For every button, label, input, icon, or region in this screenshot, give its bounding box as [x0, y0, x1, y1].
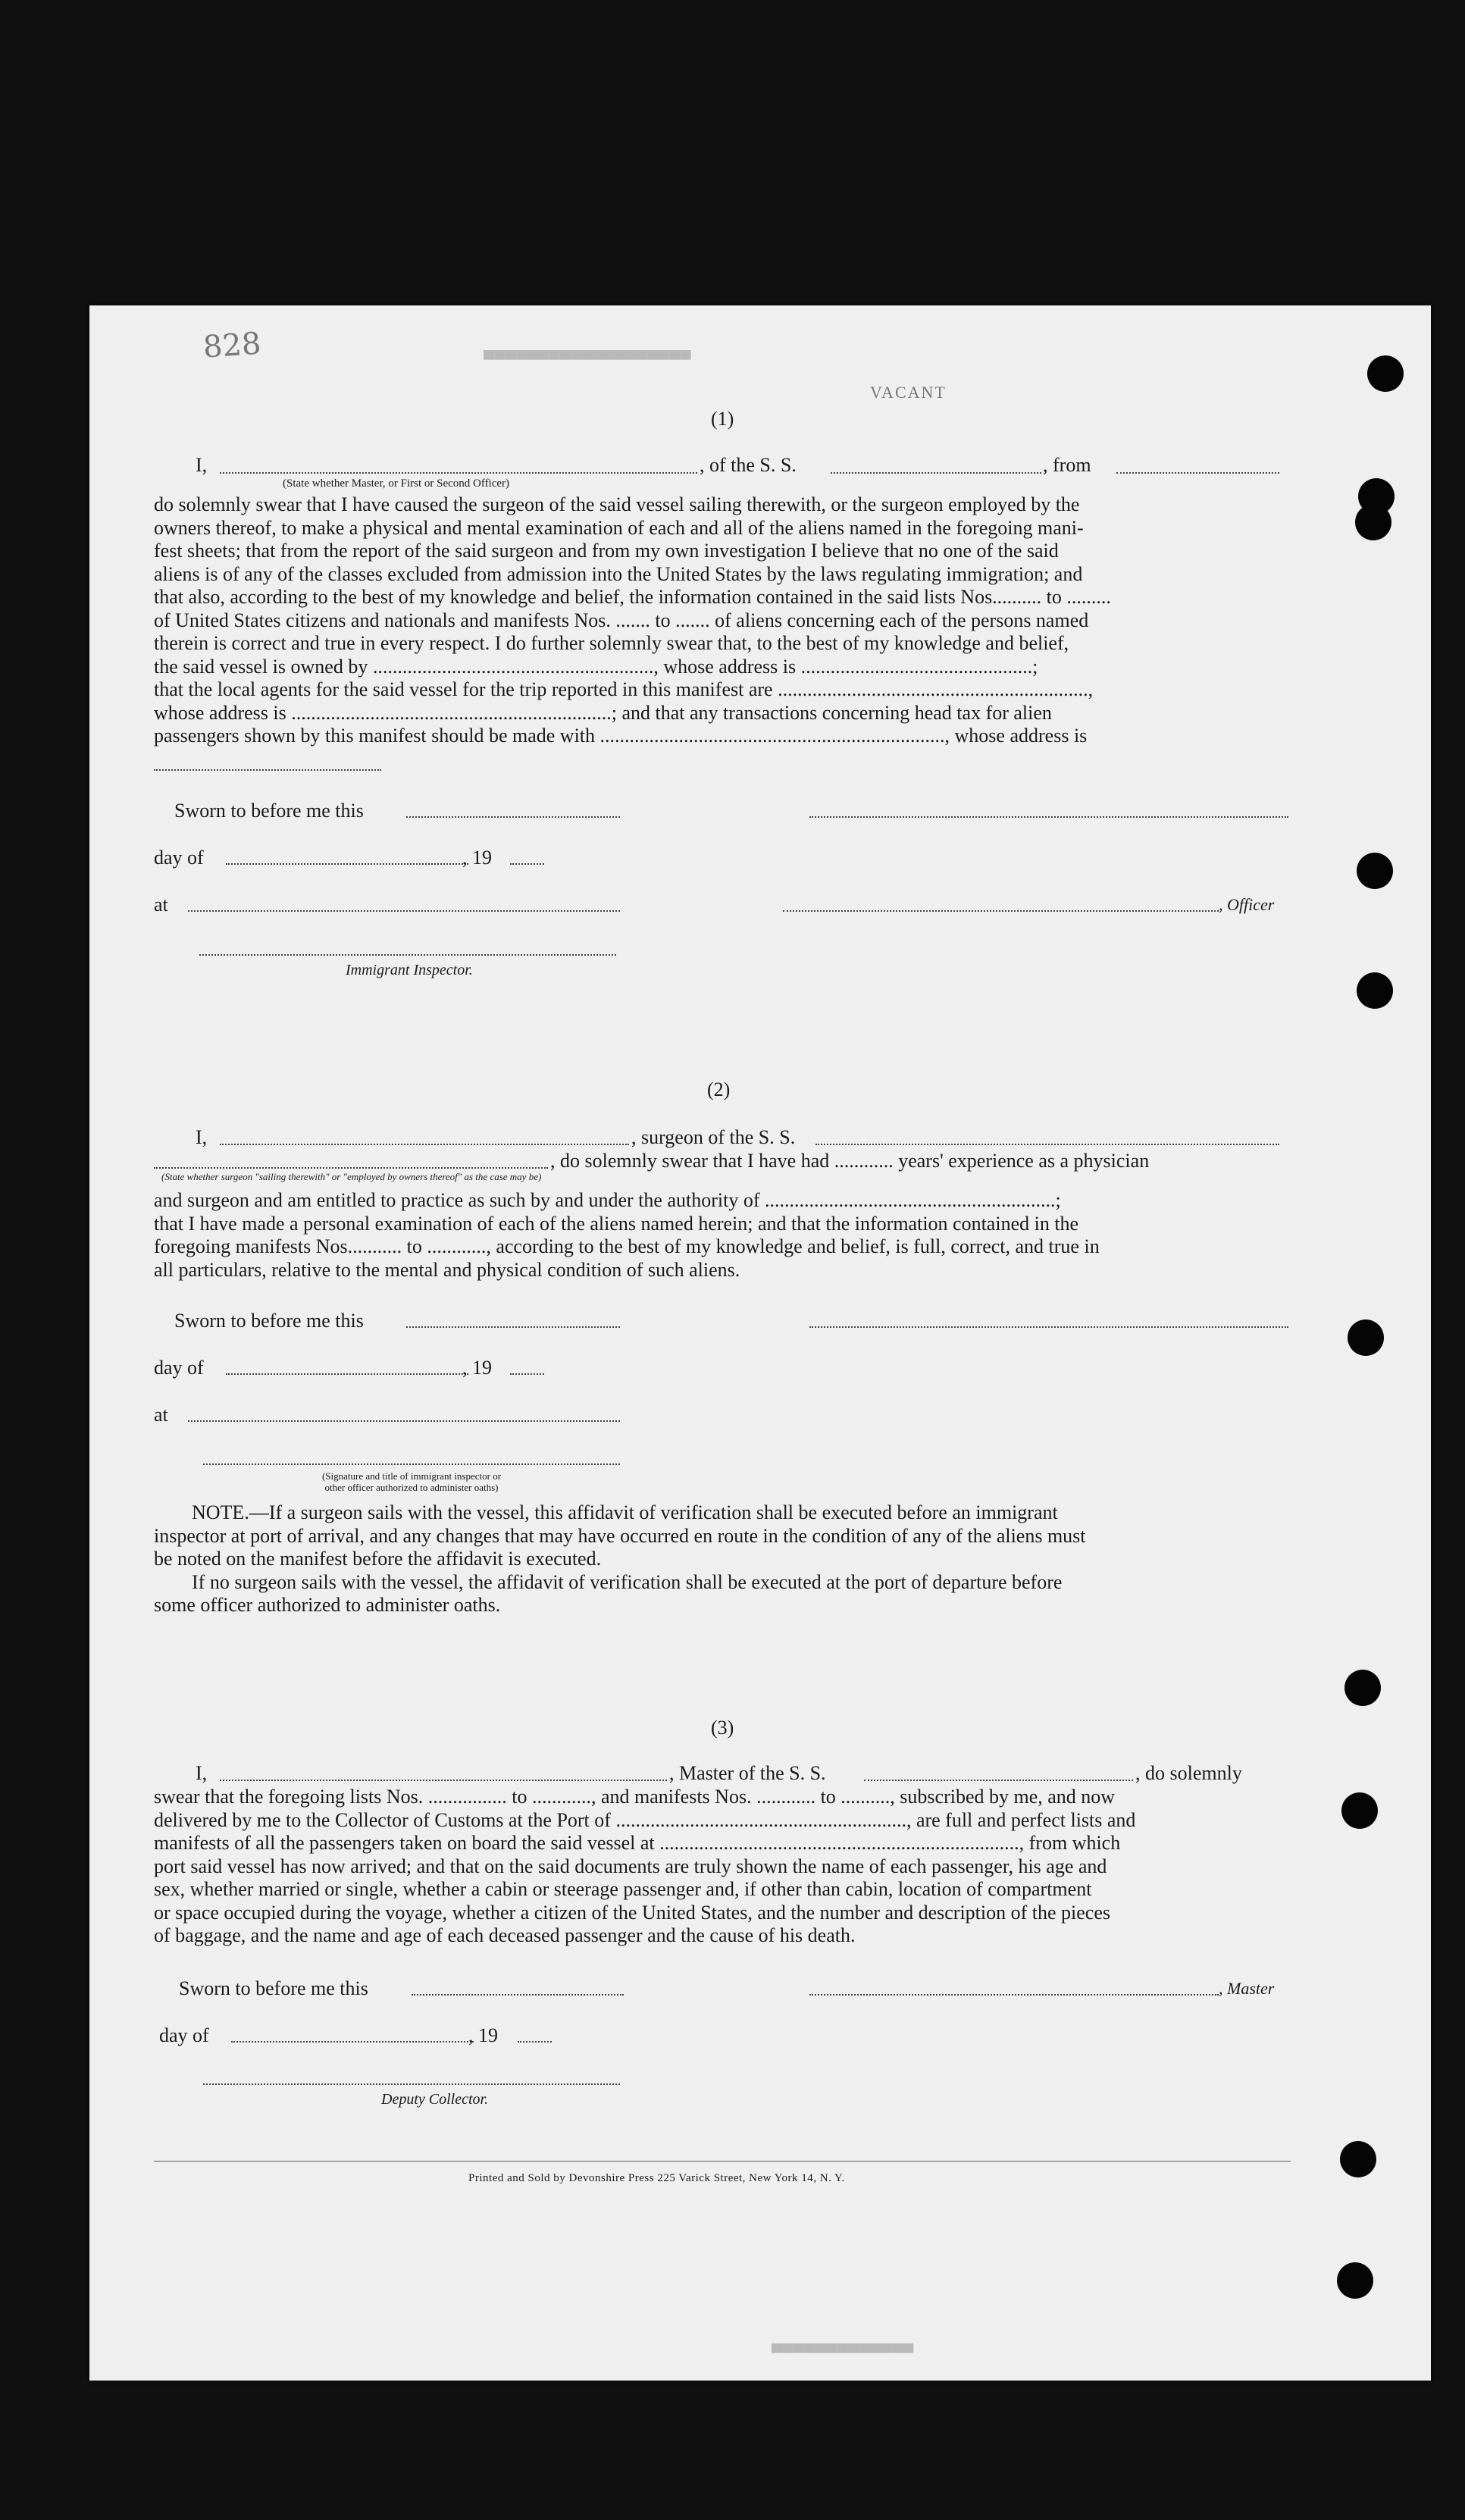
year-label-1: , 19 [462, 847, 492, 869]
day-of-label-2: day of [154, 1357, 204, 1379]
deputy-signature-line[interactable] [203, 2083, 620, 2085]
year-field-2[interactable] [510, 1373, 544, 1375]
section-2-paragraph: and surgeon and am entitled to practice as such by and under the authority of ...........................................................; that I have made a personal examination of each of the aliens named herein; and that the information contained in the foregoing manifests Nos........... to ............, according to the best of my knowledge and belief, is full, correct, and true in all particulars, relative to the mental and physical condition of such aliens. [154, 1189, 1100, 1281]
surgeon-name-field[interactable] [220, 1144, 629, 1145]
day-of-label-3: day of [159, 2024, 209, 2046]
section-2-i: I, [196, 1126, 208, 1148]
surgeon-vessel-field[interactable] [815, 1144, 1279, 1145]
deputy-collector-label: Deputy Collector. [381, 2091, 489, 2108]
sworn-label-3: Sworn to before me this [179, 1977, 368, 1999]
surgeon-type-field[interactable] [154, 1167, 548, 1169]
punch-hole [1357, 853, 1393, 889]
master-vessel-field[interactable] [864, 1780, 1133, 1781]
punch-hole [1340, 2141, 1376, 2177]
master-signature-line[interactable] [809, 1994, 1219, 1996]
state-caption: (State whether Master, or First or Second Officer) [283, 477, 510, 490]
section-1-number: (1) [711, 408, 734, 430]
punch-hole [1357, 972, 1393, 1009]
section-1-paragraph: do solemnly swear that I have caused the surgeon of the said vessel sailing therewith, or the surgeon employed by the owners thereof, to make a physical and mental examination of each and all of the aliens named in the foregoing mani- fest sheets; that from the report of the said surgeon and from my own investigation I believe that no one of the said aliens is of any of the classes excluded from admission into the United States by the laws regulating immigration; and that also, according to the best of my knowledge and belief, the information contained in the said lists Nos.......... to ......... of United States citizens and nationals and manifests Nos. ....... to ....... of aliens concerning each of the persons named therein is correct and true in every respect. I do further solemnly swear that, to the best of my knowledge and belief, the said vessel is owned by ........................................................., whose address is ...............................................; that the local agents for the said vessel for the trip reported in this manifest are ..............................................................., whose address is .................................................................; and that any transactions concerning head tax for alien passengers shown by this manifest should be made with ......................................................................, whose address is [154, 493, 1111, 747]
punch-hole [1341, 1792, 1378, 1829]
from-label: , from [1043, 454, 1091, 476]
punch-hole [1348, 1319, 1384, 1356]
punch-hole [1355, 504, 1391, 540]
section-1-i: I, [196, 454, 208, 476]
authority-signature-line[interactable] [203, 1463, 620, 1465]
printer-credit: Printed and Sold by Devonshire Press 225 Varick Street, New York 14, N. Y. [468, 2172, 845, 2184]
punch-hole [1367, 355, 1404, 392]
footer-rule [154, 2161, 1291, 2162]
vessel-name-field[interactable] [831, 472, 1041, 474]
day-of-field-3[interactable] [231, 2041, 474, 2043]
day-of-label-1: day of [154, 847, 204, 869]
vacant-label: VACANT [870, 383, 947, 402]
sworn-date-field-1[interactable] [406, 816, 620, 818]
punch-hole [1344, 1670, 1381, 1706]
inspector-signature-line[interactable] [199, 954, 616, 956]
sworn-label-2: Sworn to before me this [174, 1310, 364, 1332]
immigrant-inspector-label: Immigrant Inspector. [346, 962, 473, 978]
at-field-2[interactable] [188, 1420, 620, 1422]
section-3-i: I, [196, 1762, 208, 1784]
swear-line: , do solemnly swear that I have had ............ years' experience as a physician [550, 1150, 1150, 1172]
do-solemnly-label: , do solemnly [1135, 1762, 1242, 1784]
address-field[interactable] [154, 769, 381, 771]
officer-signature-line-1[interactable] [809, 816, 1288, 818]
officer-name-field[interactable] [220, 472, 697, 474]
sworn-date-field-2[interactable] [406, 1326, 620, 1328]
year-field-3[interactable] [518, 2041, 552, 2043]
at-label-2: at [154, 1404, 168, 1426]
bleed-through-text: ▀▀▀▀▀▀▀▀▀▀▀▀▀▀▀▀▀▀▀ [484, 351, 691, 371]
of-ss-label: , of the S. S. [700, 454, 797, 476]
surgeon-caption: (State whether surgeon "sailing therewith" or "employed by owners thereof" as the case may be) [161, 1171, 542, 1182]
bleed-through-text: ▀▀▀▀▀▀▀▀▀▀▀▀▀ [772, 2344, 914, 2365]
day-of-field-2[interactable] [226, 1373, 468, 1375]
document-page [89, 305, 1431, 2381]
at-label-1: at [154, 894, 168, 916]
year-field-1[interactable] [510, 863, 544, 865]
signature-caption-1: (Signature and title of immigrant inspector or [321, 1470, 502, 1482]
handwritten-page-number: 828 [202, 326, 262, 365]
officer-signature-line-2[interactable] [783, 910, 1219, 912]
master-of-ss-label: , Master of the S. S. [669, 1762, 826, 1784]
section-3-number: (3) [711, 1717, 734, 1739]
surgeon-signature-line[interactable] [809, 1326, 1288, 1328]
master-label: , Master [1219, 1979, 1275, 1998]
year-label-3: , 19 [468, 2024, 498, 2046]
signature-caption-2: other officer authorized to administer oaths) [324, 1482, 499, 1493]
year-label-2: , 19 [462, 1357, 492, 1379]
sworn-date-field-3[interactable] [412, 1994, 624, 1996]
from-port-field[interactable] [1116, 472, 1279, 474]
note-paragraph: NOTE.—If a surgeon sails with the vessel, this affidavit of verification shall be executed before an immigrant inspector at port of arrival, and any changes that may have occurred en route in the condition of any of the aliens must be noted on the manifest before the affidavit is executed. If no surgeon sails with the vessel, the affidavit of verification shall be executed at the port of departure before some officer authorized to administer oaths. [154, 1501, 1086, 1616]
day-of-field-1[interactable] [226, 863, 468, 865]
at-field-1[interactable] [188, 910, 620, 912]
sworn-label-1: Sworn to before me this [174, 800, 364, 822]
surgeon-of-ss-label: , surgeon of the S. S. [631, 1126, 796, 1148]
master-name-field[interactable] [220, 1780, 667, 1781]
section-2-number: (2) [707, 1078, 731, 1100]
section-3-paragraph: swear that the foregoing lists Nos. ................ to ............, and manifests Nos. ............ to .........., subscribed by me, and now delivered by me to the Collector of Customs at the Port of ..........................................................., are full and perfect lists and manifests of all the passengers taken on board the said vessel at ........................................................................., from which port said vessel has now arrived; and that on the said documents are truly shown the name of each passenger, his age and sex, whether married or single, whether a cabin or steerage passenger and, if other than cabin, location of compartment or space occupied during the voyage, whether a citizen of the United States, and the number and description of the pieces of baggage, and the name and age of each deceased passenger and the cause of his death. [154, 1786, 1136, 1946]
punch-hole [1337, 2262, 1373, 2299]
officer-label: , Officer [1219, 895, 1275, 914]
